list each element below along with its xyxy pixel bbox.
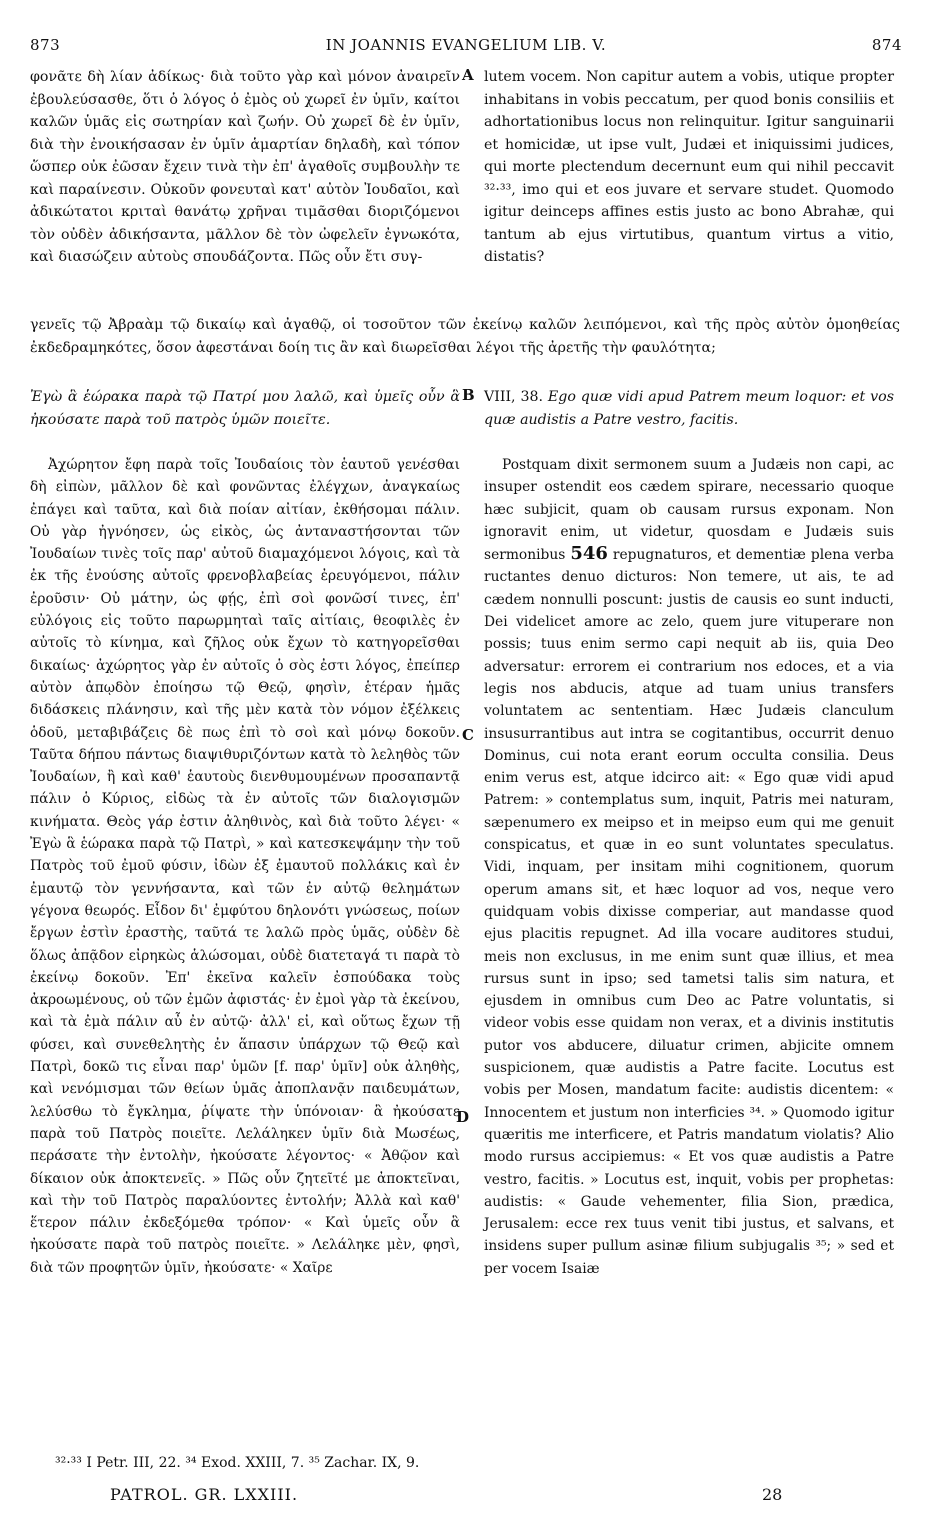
greek-wide-paragraph (30, 314, 900, 359)
section-marker-a: A (462, 66, 474, 84)
latin-text: lutem vocem. Non capitur autem a vobis, utique propter inhabitans in vobis peccatum, per quod bonis consiliis et adhortationibus locus non relinquitur. Igitur sanguinarii et homicidæ, ut ipse vult, Judæi et iniquissimi judices, qui morte plectendum decernunt eum qui nihil peccavit ³²·³³, imo qui et eos juvare et servare studet. Quomodo igitur deinceps affines estis justo ac bono Abrahæ, qui tantum ab ejus virtutibus, quantum virtus a vitio, distatis? (484, 69, 894, 265)
latin-commentary (484, 454, 894, 1280)
latin-top-paragraph (484, 66, 894, 269)
greek-text: Ἀχώρητον ἔφη παρὰ τοῖς Ἰουδαίοις τὸν ἑαυτοῦ γενέσθαι δὴ εἰπὼν, μᾶλλον δὲ καὶ φονῶντας ἐλέγχων, ἀναγκαίως ἐπάγει καὶ ταῦτα, καὶ διὰ ποίαν αἰτίαν, ἐκθήσομαι πάλιν. Οὐ γὰρ ἠγνόησεν, ὡς εἰκὸς, ὡς ἀνταναστήσονται τῶν Ἰουδαίων τινὲς τοῖς παρ' αὐτοῦ διαμαχόμενοι λόγοις, καὶ τὰ ἐκ τῆς ἐνούσης αὐτοῖς φρενοβλαβείας ἐρευγόμενοι, πάλιν ἐροῦσιν· Οὐ μάτην, ὡς φῄς, ἐπὶ σοὶ φονῶσί τινες, ἐπ' εὐλόγοις εἰς τοῦτο παρωρμηταὶ ταῖς αἰτίαις, θεοφιλὲς ἐν αὐτοῖς τὸ κίνημα, καὶ ζῆλος οὐκ ἔχων τὸ κατηγορεῖσθαι δικαίως· ἀχώρητος γὰρ ἐν αὐτοῖς ὁ σὸς ἐστι λόγος, ἐπείπερ αὐτὸν ἀπῳδὸν ἐποίησω τῷ Θεῷ, φησὶν, ἑτέραν ἡμᾶς διδάσκεις πλάνησιν, καὶ τῆς μὲν κατὰ τὸν νόμον ἐξέλκεις ὁδοῦ, μεταβιβάζεις δὲ πως ἐπὶ τὸ σοὶ καὶ μόνῳ δοκοῦν. Ταῦτα δήπου πάντως διαψιθυριζόντων κατὰ τὸ λεληθὸς τῶν Ἰουδαίων, ἢ καὶ καθ' ἑαυτοὺς διενθυμουμένων προσαπαντᾷ πάλιν ὁ Κύριος, εἰδὼς τὰ ἐν αὐτοῖς τῶν διαλογισμῶν κινήματα. Θεὸς γάρ ἐστιν ἀληθινὸς, καὶ διὰ τοῦτο λέγει· « Ἐγὼ ἃ ἑώρακα παρὰ τῷ Πατρὶ, » καὶ κατεσκεψάμην τὴν τοῦ Πατρὸς τοῦ ἐμοῦ φύσιν, ἰδὼν ἐξ ἐμαυτοῦ πολλάκις καὶ ἐν ἐμαυτῷ τὸν γεννήσαντα, καὶ τῶν ἐν αὐτῷ θελημάτων γέγονα θεωρός. Εἶδον δι' ἐμφύτου δηλονότι γνώσεως, ποίων ἔργων ἐστὶν ἐραστὴς, ταῦτά τε λαλῶ πρὸς ὑμᾶς, οὐδὲν δὲ ὅλως ἀπᾷδον εἰρηκὼς ἁλώσομαι, οὐδὲ διατεταγά τι παρὰ τὸ ἐκείνῳ δοκοῦν. Ἐπ' ἐκεῖνα καλεῖν ἐσπούδακα τοὺς ἀκροωμένους, οὐ τῶν ἐμῶν ἀφιστάς· ἐν ἐμοὶ γὰρ τὰ ἐκείνου, καὶ τὰ ἐμὰ πάλιν αὖ ἐν αὐτῷ· ἀλλ' εἰ, καὶ οὕτως ἔχων τῇ φύσει, καὶ συνεθελητὴς ἐν ἅπασιν ὑπάρχων τῷ Θεῷ καὶ Πατρὶ, δοκῶ τις εἶναι παρ' ὑμῶν [f. παρ' ὑμῖν] οὐκ ἀληθὴς, καὶ νενόμισμαι τῶν θείων ὑμᾶς ἀποπλανᾷν παιδευμάτων, λελύσθω τὸ ἔγκλημα, ῥίψατε τὴν ὑπόνοιαν· ἃ ἠκούσατε παρὰ τοῦ Πατρὸς ποιεῖτε. Λελάληκεν ὑμῖν διὰ Μωσέως, περάσατε τὴν ἐντολὴν, ἠκούσατε λέγοντος· « Ἀθῷον καὶ δίκαιον οὐκ ἀποκτενεῖς. » Πῶς οὖν ζητεῖτέ με ἀποκτεῖναι, καὶ τὴν τοῦ Πατρὸς παραλύοντες ἐντολήν; Ἀλλὰ καὶ καθ' ἕτερον πάλιν ἐκδεξόμεθα τρόπον· « Καὶ ὑμεῖς οὖν ἃ ἠκούσατε παρὰ τοῦ πατρὸς ποιεῖτε. » Λελάληκε μὲν, φησὶ, διὰ τῶν προφητῶν ὑμῖν, ἠκούσατε· « Χαῖρε (30, 457, 460, 1276)
page-number-right: 874 (871, 36, 902, 54)
section-marker-d: D (456, 1108, 470, 1126)
page-number-left: 873 (30, 36, 61, 54)
verse-number: VIII, 38. (484, 389, 544, 405)
sheet-number: 28 (762, 1485, 783, 1504)
section-marker-b: B (462, 386, 475, 404)
greek-text: φονᾶτε δὴ λίαν ἀδίκως· διὰ τοῦτο γὰρ καὶ μόνον ἀναιρεῖν ἐβουλεύσασθε, ὅτι ὁ λόγος ὁ ἐμὸς οὐ χωρεῖ ἐν ὑμῖν, καίτοι καλῶν ὑμᾶς εἰς σωτηρίαν καὶ ζωήν. Οὐ χωρεῖ δὲ ἐν ὑμῖν, διὰ τὴν ἐνοικήσασαν ἐν ὑμῖν ἁμαρτίαν δηλαδὴ, καὶ τόπον ὥσπερ οὐκ ἐῶσαν ἔχειν τινὰ τὴν ἐπ' ἀγαθοῖς συμβουλὴν τε καὶ παραίνεσιν. Οὐκοῦν φονευταὶ κατ' αὐτὸν Ἰουδαῖοι, καὶ ἀδικώτατοι κριταὶ θανάτῳ χρῆναι τιμᾶσθαι διοριζόμενοι τὸν οὐδὲν ἀδικήσαντα, μᾶλλον δὲ τὸν ὠφελεῖν ἐγνωκότα, καὶ διασώζειν αὐτοὺς σπουδάζοντα. Πῶς οὖν ἔτι συγ- (30, 69, 460, 265)
running-header (30, 36, 902, 58)
greek-verse-lemma (30, 386, 460, 431)
greek-top-paragraph (30, 66, 460, 269)
latin-text: repugnaturos, et dementiæ plena verba ructantes denuo dicturos: Non temere, ut ais, te ad cædem nonnulli poscunt: justis de causis eo sunt inducti, Dei videlicet amore ac zelo, quem jure vituperare non possis; tuus enim sermo capi nequit ab iis, quia Deo adversatur: errorem ei contrarium nos edoces, et a via legis nos abducis, atque ad tuam unius transfers voluntatem ac sententiam. Hæc Judæis clanculum insusurrantibus aut intra se cogitantibus, occurrit denuo Dominus, cui nota erant eorum occulta consilia. Deus enim verus est, atque idcirco ait: « Ego quæ vidi apud Patrem: » contemplatus sum, inquit, Patris mei naturam, sæpenumero ex meipso et in meipso eum qui me genuit conspicatus, et quæ in eo sunt voluntates speculatus. Vidi, inquam, per insitam mihi cognitionem, quorum operum amans sit, et hæc loquor ad vos, neque vero quidquam vobis dixisse comperiar, aut mandasse quod ejus placitis repugnet. Ad illa vocare auditores studui, meis non exclusus, in me enim sunt quæ illius, et mea rursus sunt in ipso; sed tametsi talis sim natura, et ejusdem in omnibus cum Deo ac Patre voluntatis, si videor vobis esse quidam non verax, et a divinis institutis putor vos abducere, diluatur crimen, abjicite omnem suspicionem, quæ audistis a Patre facite. Locutus est vobis per Mosen, mandatum facite: audistis dicentem: « Innocentem et justum non interficies ³⁴. » Quomodo igitur quæritis me interficere, et Patris mandatum violatis? Alio modo rursus accipiemus: « Et vos quæ audistis a Patre vestro, facitis. » Locutus est, inquit, vobis per prophetas: audistis: « Gaude vehementer, filia Sion, prædica, Jerusalem: ecce rex tuus venit tibi justus, et salvans, et insidens super pullum asinæ filium subjugalis ³⁵; » sed et per vocem Isaiæ (484, 547, 894, 1277)
footnotes: ³²·³³ I Petr. III, 22. ³⁴ Exod. XXIII, 7. ³⁵ Zachar. IX, 9. (55, 1455, 420, 1471)
verse-greek: Ἐγὼ ἃ ἑώρακα παρὰ τῷ Πατρί μου λαλῶ, καὶ ὑμεῖς οὖν ἃ ἠκούσατε παρὰ τοῦ πατρὸς ὑμῶν ποιεῖτε. (30, 389, 460, 428)
latin-verse-lemma (484, 386, 894, 431)
running-title: IN JOANNIS EVANGELIUM LIB. V. (325, 36, 607, 54)
verse-latin: Ego quæ vidi apud Patrem meum loquor: et vos quæ audistis a Patre vestro, facitis. (484, 389, 894, 428)
greek-commentary (30, 454, 460, 1279)
latin-text: Postquam dixit sermonem suum a Judæis non capi, ac insuper ostendit eos cædem spirare, necessario quoque hæc subjicit, quam ob causam rursus exponam. Non ignoravit enim, ut videtur, quosdam e Judæis suis sermonibus (484, 457, 894, 564)
section-marker-c: C (462, 726, 474, 744)
signature-mark: PATROL. GR. LXXIII. (110, 1485, 299, 1504)
column-number: 546 (570, 543, 608, 565)
greek-text: γενεῖς τῷ Ἀβραὰμ τῷ δικαίῳ καὶ ἀγαθῷ, οἱ τοσοῦτον τῶν ἐκείνῳ καλῶν λειπόμενοι, καὶ τῆς πρὸς αὐτὸν ὁμοηθείας ἐκδεδραμηκότες, ὅσον ἀφεστάναι δοίη τις ἂν καὶ διωρεῖσθαι λέγοι τῆς ἀρετῆς τὴν φαυλότητα; (30, 317, 900, 356)
